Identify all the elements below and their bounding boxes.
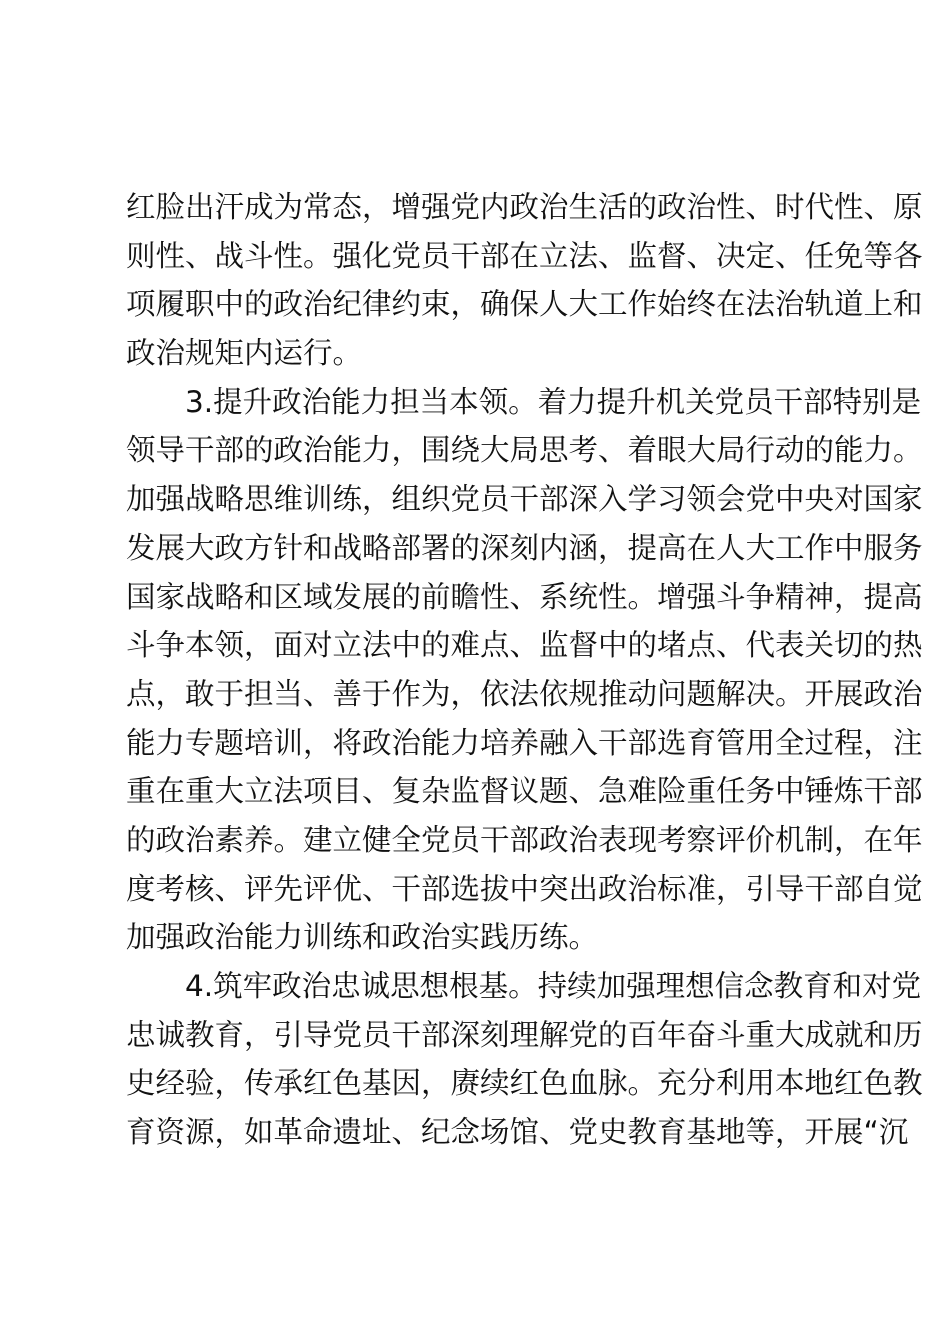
text-line: 点，敢于担当、善于作为，依法依规推动问题解决。开展政治 <box>126 676 923 711</box>
paragraph-heading-line: 3.提升政治能力担当本领。着力提升机关党员干部特别是 <box>126 384 922 419</box>
text-line: 能力专题培训，将政治能力培养融入干部选育管用全过程，注 <box>126 725 923 760</box>
text-line: 度考核、评先评优、干部选拔中突出政治标准，引导干部自觉 <box>126 871 923 906</box>
text-line: 则性、战斗性。强化党员干部在立法、监督、决定、任免等各 <box>126 238 923 273</box>
paragraph-4-political-loyalty <box>126 962 923 1157</box>
text-line: 项履职中的政治纪律约束，确保人大工作始终在法治轨道上和 <box>126 287 923 322</box>
text-line: 育资源，如革命遗址、纪念场馆、党史教育基地等，开展“沉 <box>126 1115 909 1150</box>
text-line: 发展大政方针和战略部署的深刻内涵，提高在人大工作中服务 <box>126 530 923 565</box>
text-line: 红脸出汗成为常态，增强党内政治生活的政治性、时代性、原 <box>126 190 923 224</box>
text-line: 的政治素养。建立健全党员干部政治表现考察评价机制，在年 <box>126 822 923 857</box>
text-line: 政治规矩内运行。 <box>126 336 363 371</box>
text-line: 斗争本领，面对立法中的难点、监督中的堵点、代表关切的热 <box>126 628 923 663</box>
text-line: 加强战略思维训练，组织党员干部深入学习领会党中央对国家 <box>126 482 923 517</box>
text-line: 加强政治能力训练和政治实践历练。 <box>126 920 599 955</box>
paragraph-heading-line: 4.筑牢政治忠诚思想根基。持续加强理想信念教育和对党 <box>126 969 922 1003</box>
document-page <box>126 183 923 1157</box>
text-line: 忠诚教育，引导党员干部深刻理解党的百年奋斗重大成就和历 <box>126 1017 923 1052</box>
text-line: 领导干部的政治能力，围绕大局思考、着眼大局行动的能力。 <box>126 433 923 468</box>
text-line: 史经验，传承红色基因，赓续红色血脉。充分利用本地红色教 <box>126 1066 923 1101</box>
paragraph-3-political-capability <box>126 378 923 962</box>
paragraph-continued <box>126 183 923 378</box>
text-line: 国家战略和区域发展的前瞻性、系统性。增强斗争精神，提高 <box>126 579 923 614</box>
text-line: 重在重大立法项目、复杂监督议题、急难险重任务中锤炼干部 <box>126 774 923 809</box>
